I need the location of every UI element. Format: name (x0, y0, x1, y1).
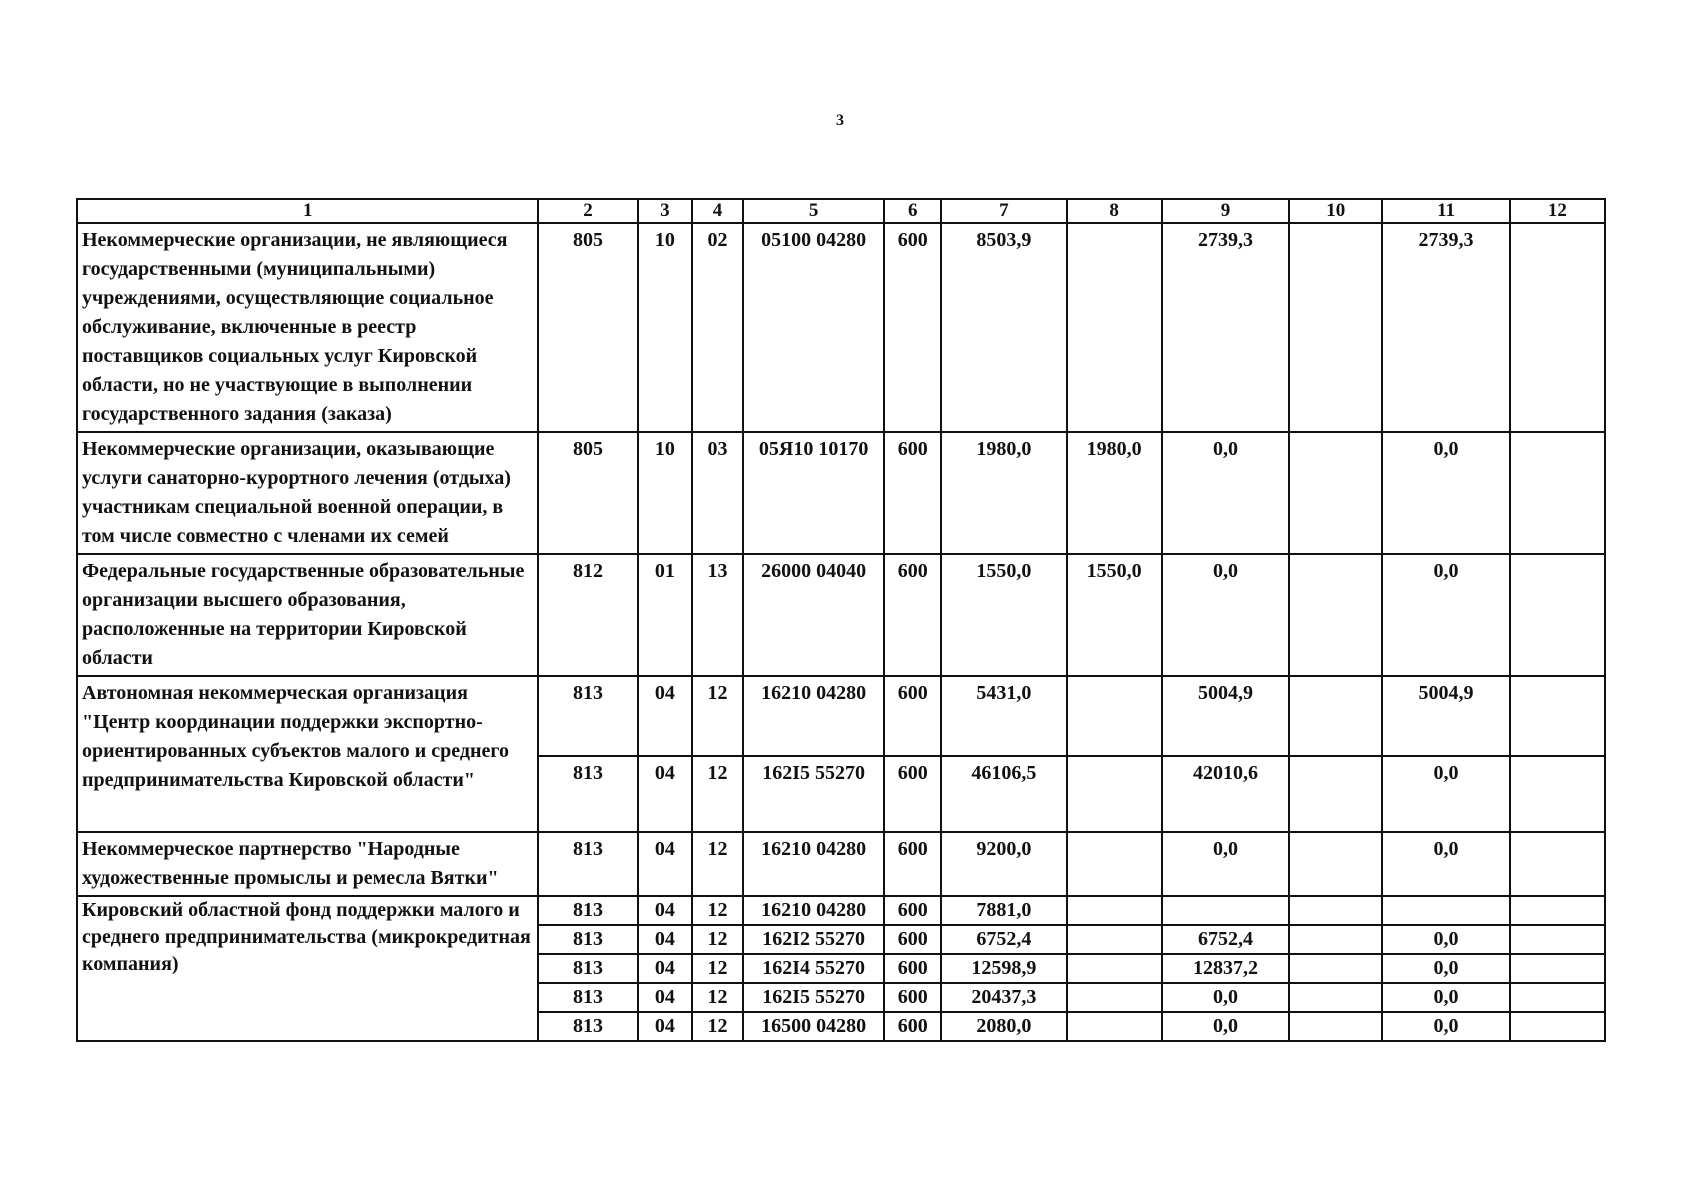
cell-col-7: 12598,9 (941, 954, 1066, 983)
cell-col-9: 0,0 (1162, 983, 1290, 1012)
organization-name: Некоммерческое партнерство "Народные художественные промыслы и ремесла Вятки" (77, 832, 538, 896)
cell-col-8 (1067, 983, 1162, 1012)
cell-col-5: 162I4 55270 (743, 954, 885, 983)
organization-name: Некоммерческие организации, оказывающие услуги санаторно-курортного лечения (отдыха) участникам специальной военной операции, в том числе совместно с членами их семей (77, 432, 538, 554)
cell-col-11: 0,0 (1382, 1012, 1510, 1041)
cell-col-8 (1067, 1012, 1162, 1041)
budget-table (76, 198, 1606, 1042)
cell-col-9: 0,0 (1162, 1012, 1290, 1041)
cell-col-7: 1980,0 (941, 432, 1066, 554)
cell-col-5: 16500 04280 (743, 1012, 885, 1041)
cell-col-5: 162I5 55270 (743, 983, 885, 1012)
cell-col-8 (1067, 896, 1162, 925)
cell-col-11: 0,0 (1382, 432, 1510, 554)
cell-col-5: 162I5 55270 (743, 756, 885, 832)
cell-col-9 (1162, 896, 1290, 925)
cell-col-10 (1289, 832, 1382, 896)
cell-col-5: 16210 04280 (743, 832, 885, 896)
cell-col-4: 12 (692, 756, 743, 832)
cell-col-3: 04 (638, 983, 693, 1012)
column-header: 12 (1510, 199, 1605, 223)
cell-col-3: 04 (638, 676, 693, 756)
cell-col-12 (1510, 983, 1605, 1012)
cell-col-4: 12 (692, 676, 743, 756)
column-header: 8 (1067, 199, 1162, 223)
cell-col-9: 2739,3 (1162, 223, 1290, 432)
cell-col-10 (1289, 954, 1382, 983)
cell-col-2: 805 (538, 432, 637, 554)
column-header: 5 (743, 199, 885, 223)
cell-col-3: 10 (638, 432, 693, 554)
cell-col-11: 0,0 (1382, 983, 1510, 1012)
cell-col-2: 813 (538, 925, 637, 954)
cell-col-10 (1289, 896, 1382, 925)
page-number: 3 (836, 112, 844, 129)
cell-col-6: 600 (884, 432, 941, 554)
column-header: 10 (1289, 199, 1382, 223)
cell-col-10 (1289, 223, 1382, 432)
column-header: 4 (692, 199, 743, 223)
cell-col-3: 01 (638, 554, 693, 676)
cell-col-3: 10 (638, 223, 693, 432)
column-header: 2 (538, 199, 637, 223)
cell-col-5: 26000 04040 (743, 554, 885, 676)
cell-col-2: 805 (538, 223, 637, 432)
cell-col-2: 813 (538, 954, 637, 983)
cell-col-10 (1289, 983, 1382, 1012)
cell-col-2: 813 (538, 983, 637, 1012)
cell-col-6: 600 (884, 554, 941, 676)
cell-col-7: 5431,0 (941, 676, 1066, 756)
table-row (77, 896, 1605, 925)
cell-col-9: 0,0 (1162, 554, 1290, 676)
cell-col-7: 1550,0 (941, 554, 1066, 676)
table-row (77, 223, 1605, 432)
cell-col-11: 5004,9 (1382, 676, 1510, 756)
column-header: 1 (77, 199, 538, 223)
cell-col-12 (1510, 954, 1605, 983)
cell-col-3: 04 (638, 832, 693, 896)
cell-col-11: 0,0 (1382, 925, 1510, 954)
cell-col-3: 04 (638, 1012, 693, 1041)
cell-col-7: 2080,0 (941, 1012, 1066, 1041)
table-row (77, 554, 1605, 676)
cell-col-8 (1067, 223, 1162, 432)
cell-col-12 (1510, 925, 1605, 954)
cell-col-8 (1067, 676, 1162, 756)
table-row (77, 832, 1605, 896)
organization-name: Федеральные государственные образовательные организации высшего образования, расположенные на территории Кировской области (77, 554, 538, 676)
organization-name: Автономная некоммерческая организация "Центр координации поддержки экспортно-ориентированных субъектов малого и среднего предпринимательства Кировской области" (77, 676, 538, 832)
cell-col-4: 12 (692, 832, 743, 896)
cell-col-10 (1289, 1012, 1382, 1041)
cell-col-4: 12 (692, 925, 743, 954)
cell-col-12 (1510, 676, 1605, 756)
cell-col-5: 16210 04280 (743, 896, 885, 925)
cell-col-4: 12 (692, 983, 743, 1012)
organization-name: Некоммерческие организации, не являющиеся государственными (муниципальными) учреждениями, осуществляющие социальное обслуживание, включенные в реестр поставщиков социальных услуг Кировской области, но не участвующие в выполнении государственного задания (заказа) (77, 223, 538, 432)
cell-col-2: 813 (538, 1012, 637, 1041)
cell-col-12 (1510, 1012, 1605, 1041)
cell-col-12 (1510, 223, 1605, 432)
cell-col-11 (1382, 896, 1510, 925)
cell-col-11: 0,0 (1382, 554, 1510, 676)
cell-col-6: 600 (884, 832, 941, 896)
table-row (77, 676, 1605, 756)
column-header: 3 (638, 199, 693, 223)
cell-col-6: 600 (884, 756, 941, 832)
column-header: 7 (941, 199, 1066, 223)
cell-col-5: 05100 04280 (743, 223, 885, 432)
cell-col-3: 04 (638, 954, 693, 983)
column-header: 9 (1162, 199, 1290, 223)
cell-col-12 (1510, 432, 1605, 554)
cell-col-5: 05Я10 10170 (743, 432, 885, 554)
cell-col-2: 813 (538, 756, 637, 832)
cell-col-4: 13 (692, 554, 743, 676)
cell-col-6: 600 (884, 223, 941, 432)
cell-col-5: 162I2 55270 (743, 925, 885, 954)
cell-col-2: 813 (538, 896, 637, 925)
cell-col-6: 600 (884, 954, 941, 983)
cell-col-9: 5004,9 (1162, 676, 1290, 756)
cell-col-8 (1067, 925, 1162, 954)
cell-col-6: 600 (884, 896, 941, 925)
cell-col-3: 04 (638, 925, 693, 954)
cell-col-8 (1067, 756, 1162, 832)
cell-col-3: 04 (638, 756, 693, 832)
cell-col-4: 12 (692, 954, 743, 983)
cell-col-11: 0,0 (1382, 954, 1510, 983)
cell-col-12 (1510, 896, 1605, 925)
cell-col-10 (1289, 554, 1382, 676)
cell-col-5: 16210 04280 (743, 676, 885, 756)
cell-col-9: 42010,6 (1162, 756, 1290, 832)
column-header: 11 (1382, 199, 1510, 223)
cell-col-7: 9200,0 (941, 832, 1066, 896)
organization-name: Кировский областной фонд поддержки малого и среднего предпринимательства (микрокредитная компания) (77, 896, 538, 1041)
cell-col-12 (1510, 756, 1605, 832)
cell-col-4: 12 (692, 1012, 743, 1041)
cell-col-10 (1289, 925, 1382, 954)
cell-col-8 (1067, 954, 1162, 983)
cell-col-2: 813 (538, 832, 637, 896)
column-header: 6 (884, 199, 941, 223)
cell-col-7: 20437,3 (941, 983, 1066, 1012)
cell-col-3: 04 (638, 896, 693, 925)
cell-col-9: 0,0 (1162, 832, 1290, 896)
cell-col-7: 6752,4 (941, 925, 1066, 954)
cell-col-2: 813 (538, 676, 637, 756)
cell-col-7: 8503,9 (941, 223, 1066, 432)
cell-col-11: 0,0 (1382, 832, 1510, 896)
cell-col-11: 0,0 (1382, 756, 1510, 832)
table-row (77, 432, 1605, 554)
cell-col-9: 6752,4 (1162, 925, 1290, 954)
cell-col-12 (1510, 832, 1605, 896)
cell-col-2: 812 (538, 554, 637, 676)
cell-col-6: 600 (884, 925, 941, 954)
header-row (77, 199, 1605, 223)
cell-col-4: 12 (692, 896, 743, 925)
cell-col-6: 600 (884, 1012, 941, 1041)
cell-col-10 (1289, 676, 1382, 756)
cell-col-10 (1289, 432, 1382, 554)
cell-col-7: 46106,5 (941, 756, 1066, 832)
cell-col-9: 0,0 (1162, 432, 1290, 554)
cell-col-12 (1510, 554, 1605, 676)
cell-col-6: 600 (884, 983, 941, 1012)
cell-col-11: 2739,3 (1382, 223, 1510, 432)
cell-col-8: 1550,0 (1067, 554, 1162, 676)
cell-col-8: 1980,0 (1067, 432, 1162, 554)
cell-col-7: 7881,0 (941, 896, 1066, 925)
cell-col-10 (1289, 756, 1382, 832)
cell-col-8 (1067, 832, 1162, 896)
cell-col-9: 12837,2 (1162, 954, 1290, 983)
cell-col-4: 02 (692, 223, 743, 432)
cell-col-4: 03 (692, 432, 743, 554)
cell-col-6: 600 (884, 676, 941, 756)
